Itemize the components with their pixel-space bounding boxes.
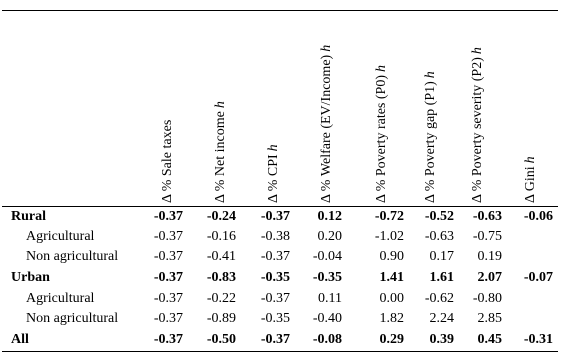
- table-cell: -0.22: [206, 291, 236, 306]
- header-rule: [2, 206, 558, 207]
- column-header-suffix: h: [374, 65, 389, 72]
- column-header-suffix: h: [523, 156, 538, 164]
- table-cell: -0.37: [153, 291, 183, 306]
- table-row: [0, 270, 561, 290]
- column-header-suffix: h: [319, 44, 334, 52]
- table-cell: 0.39: [429, 332, 454, 347]
- table-cell: 2.24: [429, 311, 454, 326]
- table-cell: -0.37: [153, 249, 183, 264]
- delta-symbol: Δ: [266, 191, 281, 203]
- table-cell: -0.31: [523, 332, 553, 347]
- column-header-text: % Welfare (EV/Income): [319, 54, 334, 192]
- column-header-text: % Sale taxes: [160, 119, 175, 192]
- delta-symbol: Δ: [319, 191, 334, 203]
- table-cell: -0.37: [153, 270, 183, 285]
- column-header-suffix: h: [213, 101, 228, 109]
- table-cell: 0.45: [477, 332, 502, 347]
- table-cell: -0.08: [312, 332, 342, 347]
- table-cell: -0.52: [424, 209, 454, 224]
- row-label: Agricultural: [26, 229, 95, 244]
- table-row: [0, 332, 561, 352]
- table-cell: -0.40: [312, 311, 342, 326]
- column-header-text: Gini: [523, 166, 538, 192]
- column-header-text: % Poverty rates (P0): [374, 75, 389, 192]
- table-row: [0, 209, 561, 229]
- column-header-6: [423, 71, 439, 203]
- column-header-text: % Poverty gap (P1): [423, 81, 438, 192]
- table-row: [0, 291, 561, 311]
- table-cell: 1.82: [379, 311, 404, 326]
- delta-symbol: Δ: [470, 191, 485, 203]
- table-cell: -0.50: [206, 332, 236, 347]
- column-header-suffix: h: [266, 144, 281, 152]
- table-cell: -0.62: [424, 291, 454, 306]
- table-cell: -0.35: [260, 311, 290, 326]
- row-label: Agricultural: [26, 291, 95, 306]
- table-cell: -0.07: [523, 270, 553, 285]
- table-cell: -0.37: [153, 209, 183, 224]
- column-header-text: % Net income: [213, 111, 228, 192]
- table-cell: -0.37: [260, 291, 290, 306]
- table-cell: 0.20: [317, 229, 342, 244]
- table-cell: -0.83: [206, 270, 236, 285]
- delta-symbol: Δ: [374, 191, 389, 203]
- column-header-suffix: h: [423, 71, 438, 79]
- column-header-7: [470, 47, 486, 203]
- column-header-8: [523, 156, 539, 203]
- table-cell: -0.38: [260, 229, 290, 244]
- table-cell: -0.35: [260, 270, 290, 285]
- row-label: All: [11, 332, 29, 347]
- row-label: Non agricultural: [26, 311, 119, 326]
- bottom-rule: [2, 351, 558, 352]
- table-cell: -0.37: [153, 332, 183, 347]
- column-header-text: % Poverty severity (P2): [470, 57, 485, 192]
- delta-symbol: Δ: [523, 191, 538, 203]
- row-label: Non agricultural: [26, 249, 119, 264]
- table-cell: 0.00: [379, 291, 404, 306]
- table-cell: -0.63: [472, 209, 502, 224]
- table-cell: -0.80: [472, 291, 502, 306]
- table-cell: -0.37: [260, 249, 290, 264]
- row-label: Rural: [11, 209, 46, 224]
- table-cell: 0.29: [379, 332, 404, 347]
- table-cell: -0.37: [153, 229, 183, 244]
- table-cell: -0.16: [206, 229, 236, 244]
- table-cell: 0.12: [317, 209, 342, 224]
- column-header-2: [213, 101, 229, 203]
- column-header-1: [160, 120, 176, 203]
- table-cell: -0.06: [523, 209, 553, 224]
- table-row: [0, 229, 561, 249]
- table-cell: -0.41: [206, 249, 236, 264]
- table-cell: 0.19: [477, 249, 502, 264]
- table-cell: -0.89: [206, 311, 236, 326]
- table-cell: 1.41: [379, 270, 404, 285]
- table-cell: 2.85: [477, 311, 502, 326]
- top-rule: [2, 10, 558, 11]
- table-cell: 0.17: [429, 249, 454, 264]
- row-label: Urban: [11, 270, 50, 285]
- table-cell: -0.72: [374, 209, 404, 224]
- table-cell: 0.90: [379, 249, 404, 264]
- column-header-suffix: h: [470, 47, 485, 55]
- table-cell: 0.11: [318, 291, 342, 306]
- column-header-5: [374, 65, 390, 203]
- table-cell: -0.35: [312, 270, 342, 285]
- table-cell: 1.61: [429, 270, 454, 285]
- column-header-3: [266, 144, 282, 203]
- table-cell: -0.04: [312, 249, 342, 264]
- table-cell: -0.37: [260, 209, 290, 224]
- table-cell: -0.75: [472, 229, 502, 244]
- table-cell: -0.24: [206, 209, 236, 224]
- column-header-text: % CPI: [266, 154, 281, 192]
- delta-symbol: Δ: [423, 191, 438, 203]
- table-cell: -0.63: [424, 229, 454, 244]
- table-row: [0, 249, 561, 269]
- table-cell: 2.07: [477, 270, 502, 285]
- table-cell: -0.37: [153, 311, 183, 326]
- table-cell: -0.37: [260, 332, 290, 347]
- delta-symbol: Δ: [213, 191, 228, 203]
- table-row: [0, 311, 561, 331]
- column-header-4: [319, 45, 335, 203]
- delta-symbol: Δ: [160, 191, 175, 203]
- table-cell: -1.02: [374, 229, 404, 244]
